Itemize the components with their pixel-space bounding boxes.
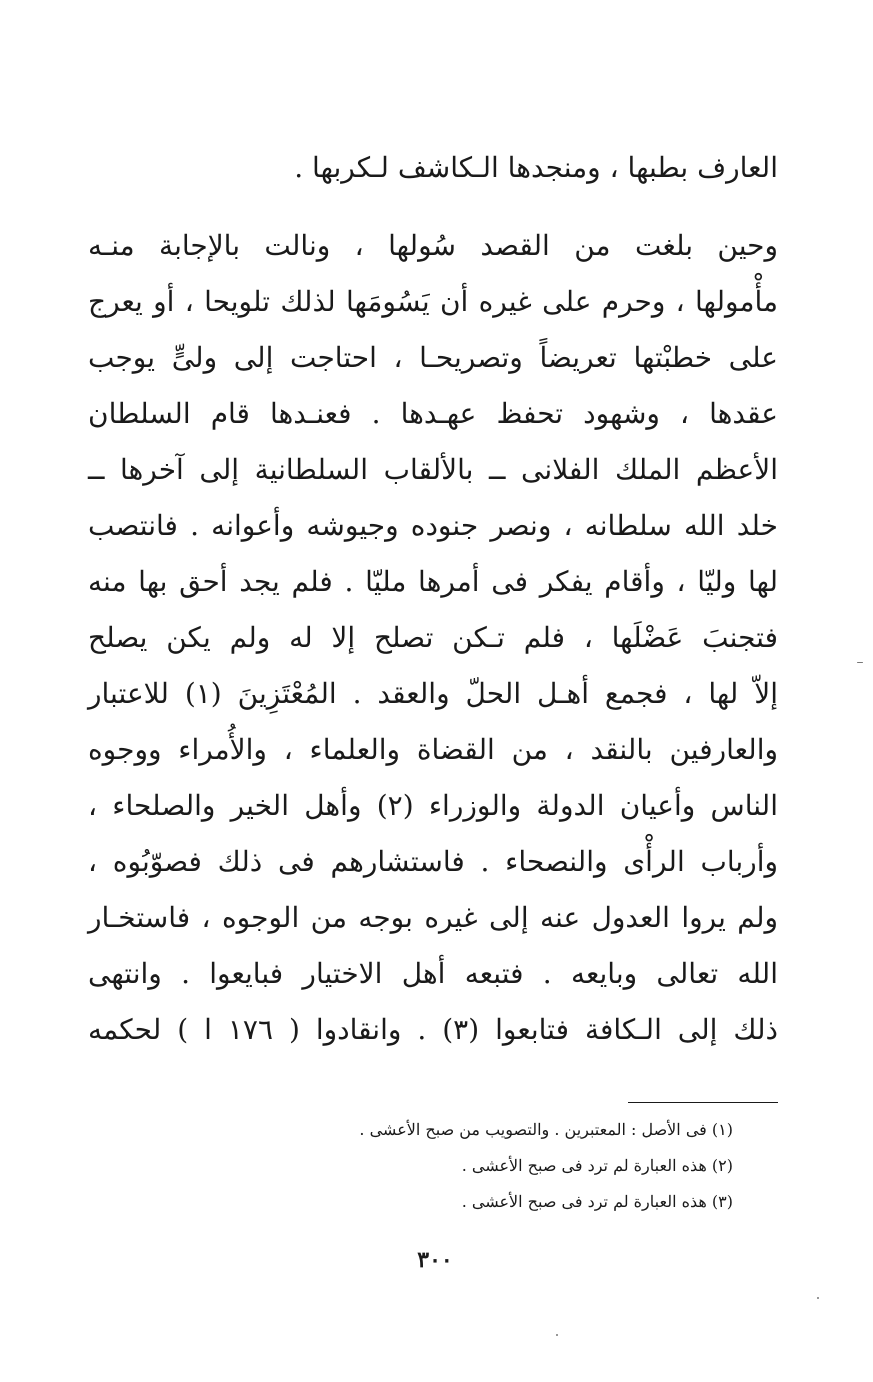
footnote: (١) فى الأصل : المعتبرين . والتصويب من صبح الأعشى . — [359, 1120, 733, 1139]
main-text — [88, 140, 778, 1058]
text-line: ذلك إلى الـكافة فتابعوا (٣) . وانقادوا ( ١٧٦ ا ) لحكمه — [88, 1013, 779, 1046]
footnotes — [200, 1112, 733, 1220]
text-line: لها وليّا ، وأقام يفكر فى أمرها مليّا . فلم يجد أحق بها منه — [88, 565, 778, 598]
text-line: على خطبْتها تعريضاً وتصريحـا ، احتاجت إلى ولىٍّ يوجب — [88, 341, 778, 374]
scan-speck — [857, 662, 863, 663]
scan-speck — [817, 1297, 819, 1299]
footnote: (٢) هذه العبارة لم ترد فى صبح الأعشى . — [461, 1156, 733, 1175]
footnote-separator — [628, 1102, 778, 1103]
text-line: خلد الله سلطانه ، ونصر جنوده وجيوشه وأعوانه . فانتصب — [88, 509, 778, 542]
scan-speck — [556, 1334, 558, 1336]
text-line: مأْمولها ، وحرم على غيره أن يَسُومَها لذلك تلويحا ، أو يعرج — [88, 285, 778, 318]
text-line: عقدها ، وشهود تحفظ عهـدها . فعنـدها قام السلطان — [88, 397, 778, 430]
footnote: (٣) هذه العبارة لم ترد فى صبح الأعشى . — [461, 1192, 733, 1211]
text-line: وأرباب الرأْى والنصحاء . فاستشارهم فى ذلك فصوّبُوه ، — [88, 845, 778, 878]
text-line: والعارفين بالنقد ، من القضاة والعلماء ، والأُمراء ووجوه — [88, 733, 778, 766]
text-line: وحين بلغت من القصد سُولها ، ونالت بالإجابة منـه — [88, 229, 778, 262]
text-line: الناس وأعيان الدولة والوزراء (٢) وأهل الخير والصلحاء ، — [88, 789, 778, 822]
text-line: إلاّ لها ، فجمع أهـل الحلّ والعقد . المُعْتَزِينَ (١) للاعتبار — [88, 677, 778, 710]
text-line: ولم يروا العدول عنه إلى غيره بوجه من الوجوه ، فاستخـار — [88, 901, 778, 934]
text-line: الله تعالى وبايعه . فتبعه أهل الاختيار فبايعوا . وانتهى — [88, 957, 778, 990]
text-line: الأعظم الملك الفلانى ــ بالألقاب السلطانية إلى آخرها ــ — [88, 453, 778, 486]
text-line: فتجنبَ عَضْلَها ، فلم تـكن تصلح إلا له ولم يكن يصلح — [88, 621, 778, 654]
page-number: ٣٠٠ — [417, 1247, 453, 1273]
text-line: العارف بطبها ، ومنجدها الـكاشف لـكربها . — [294, 151, 778, 184]
